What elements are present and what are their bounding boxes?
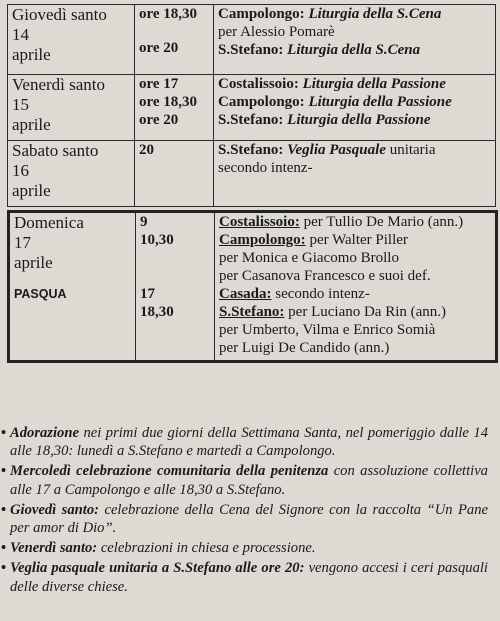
time-label: 17 [140, 286, 155, 302]
time-cell [135, 5, 214, 75]
bullet-icon: • [1, 501, 7, 518]
event-line: S.Stefano: per Luciano Da Rin (ann.) [219, 304, 447, 320]
time-label: ore 18,30 [139, 6, 198, 22]
time-label: 9 [140, 214, 148, 230]
time-label: 18,30 [140, 304, 174, 320]
day-cell: Sabato santo 16 aprile [8, 141, 135, 207]
time-label: 20 [139, 142, 154, 158]
spacer [140, 249, 210, 285]
list-item: • Veglia pasquale unitaria a S.Stefano alle ore 20: vengono accesi i ceri pasquali delle diverse chiese. [1, 560, 488, 595]
day-cell: Domenica 17 aprile PASQUA [9, 212, 136, 362]
time-cell [136, 212, 215, 362]
holy-week-schedule-table [7, 4, 496, 207]
list-item: • Adorazione nei primi due giorni della Settimana Santa, nel pomeriggio dalle 14 alle 18,30: lunedì a S.Stefano e martedì a Campolongo. [1, 425, 488, 460]
event-line: Costalissoio: per Tullio De Mario (ann.) [219, 214, 464, 230]
event-line: per Monica e Giacomo Brollo [219, 250, 399, 266]
event-cell [215, 212, 497, 362]
table-row [8, 141, 496, 207]
list-item: • Mercoledì celebrazione comunitaria della penitenza con assoluzione collettiva alle 17 a Campolongo e alle 18,30 a S.Stefano. [1, 463, 488, 498]
notes-list [1, 424, 488, 598]
bullet-icon: • [1, 560, 7, 577]
easter-label: PASQUA [14, 287, 67, 301]
event-line: Costalissoio: Liturgia della Passione [218, 76, 446, 92]
event-line: per Casanova Francesco e suoi def. [219, 268, 431, 284]
event-line: per Luigi De Candido (ann.) [219, 340, 390, 356]
table-row [8, 5, 496, 75]
event-cell [214, 5, 496, 75]
event-line: S.Stefano: Veglia Pasquale unitaria [218, 142, 436, 158]
time-label: ore 20 [139, 112, 179, 128]
day-cell: Giovedì santo 14 aprile [8, 5, 135, 75]
event-line: secondo intenz- [218, 160, 313, 176]
event-line: S.Stefano: Liturgia della Passione [218, 112, 431, 128]
event-cell [214, 75, 496, 141]
time-cell [135, 141, 214, 207]
list-item: • Venerdì santo: celebrazioni in chiesa e processione. [1, 540, 316, 557]
event-cell [214, 141, 496, 207]
bullet-icon: • [1, 463, 7, 480]
day-cell: Venerdì santo 15 aprile [8, 75, 135, 141]
table-row [8, 75, 496, 141]
event-line: per Alessio Pomarè [218, 24, 335, 40]
list-item: • Giovedì santo: celebrazione della Cena del Signore con la raccolta “Un Pane per amor di Dio”. [1, 501, 488, 537]
time-label: 10,30 [140, 232, 174, 248]
table-row [9, 212, 497, 362]
time-cell [135, 75, 214, 141]
event-line: S.Stefano: Liturgia della S.Cena [218, 42, 421, 58]
event-line: Campolongo: Liturgia della Passione [218, 94, 452, 110]
bullet-icon: • [1, 540, 7, 557]
event-line: Campolongo: per Walter Piller [219, 232, 408, 248]
time-label: ore 18,30 [139, 94, 198, 110]
event-line: Casada: secondo intenz- [219, 286, 370, 302]
spacer [139, 23, 209, 39]
time-label: ore 17 [139, 76, 179, 92]
bullet-icon: • [1, 425, 7, 441]
easter-sunday-table [7, 210, 498, 363]
time-label: ore 20 [139, 40, 179, 56]
event-line: Campolongo: Liturgia della S.Cena [218, 6, 442, 22]
event-line: per Umberto, Vilma e Enrico Somià [219, 322, 436, 338]
